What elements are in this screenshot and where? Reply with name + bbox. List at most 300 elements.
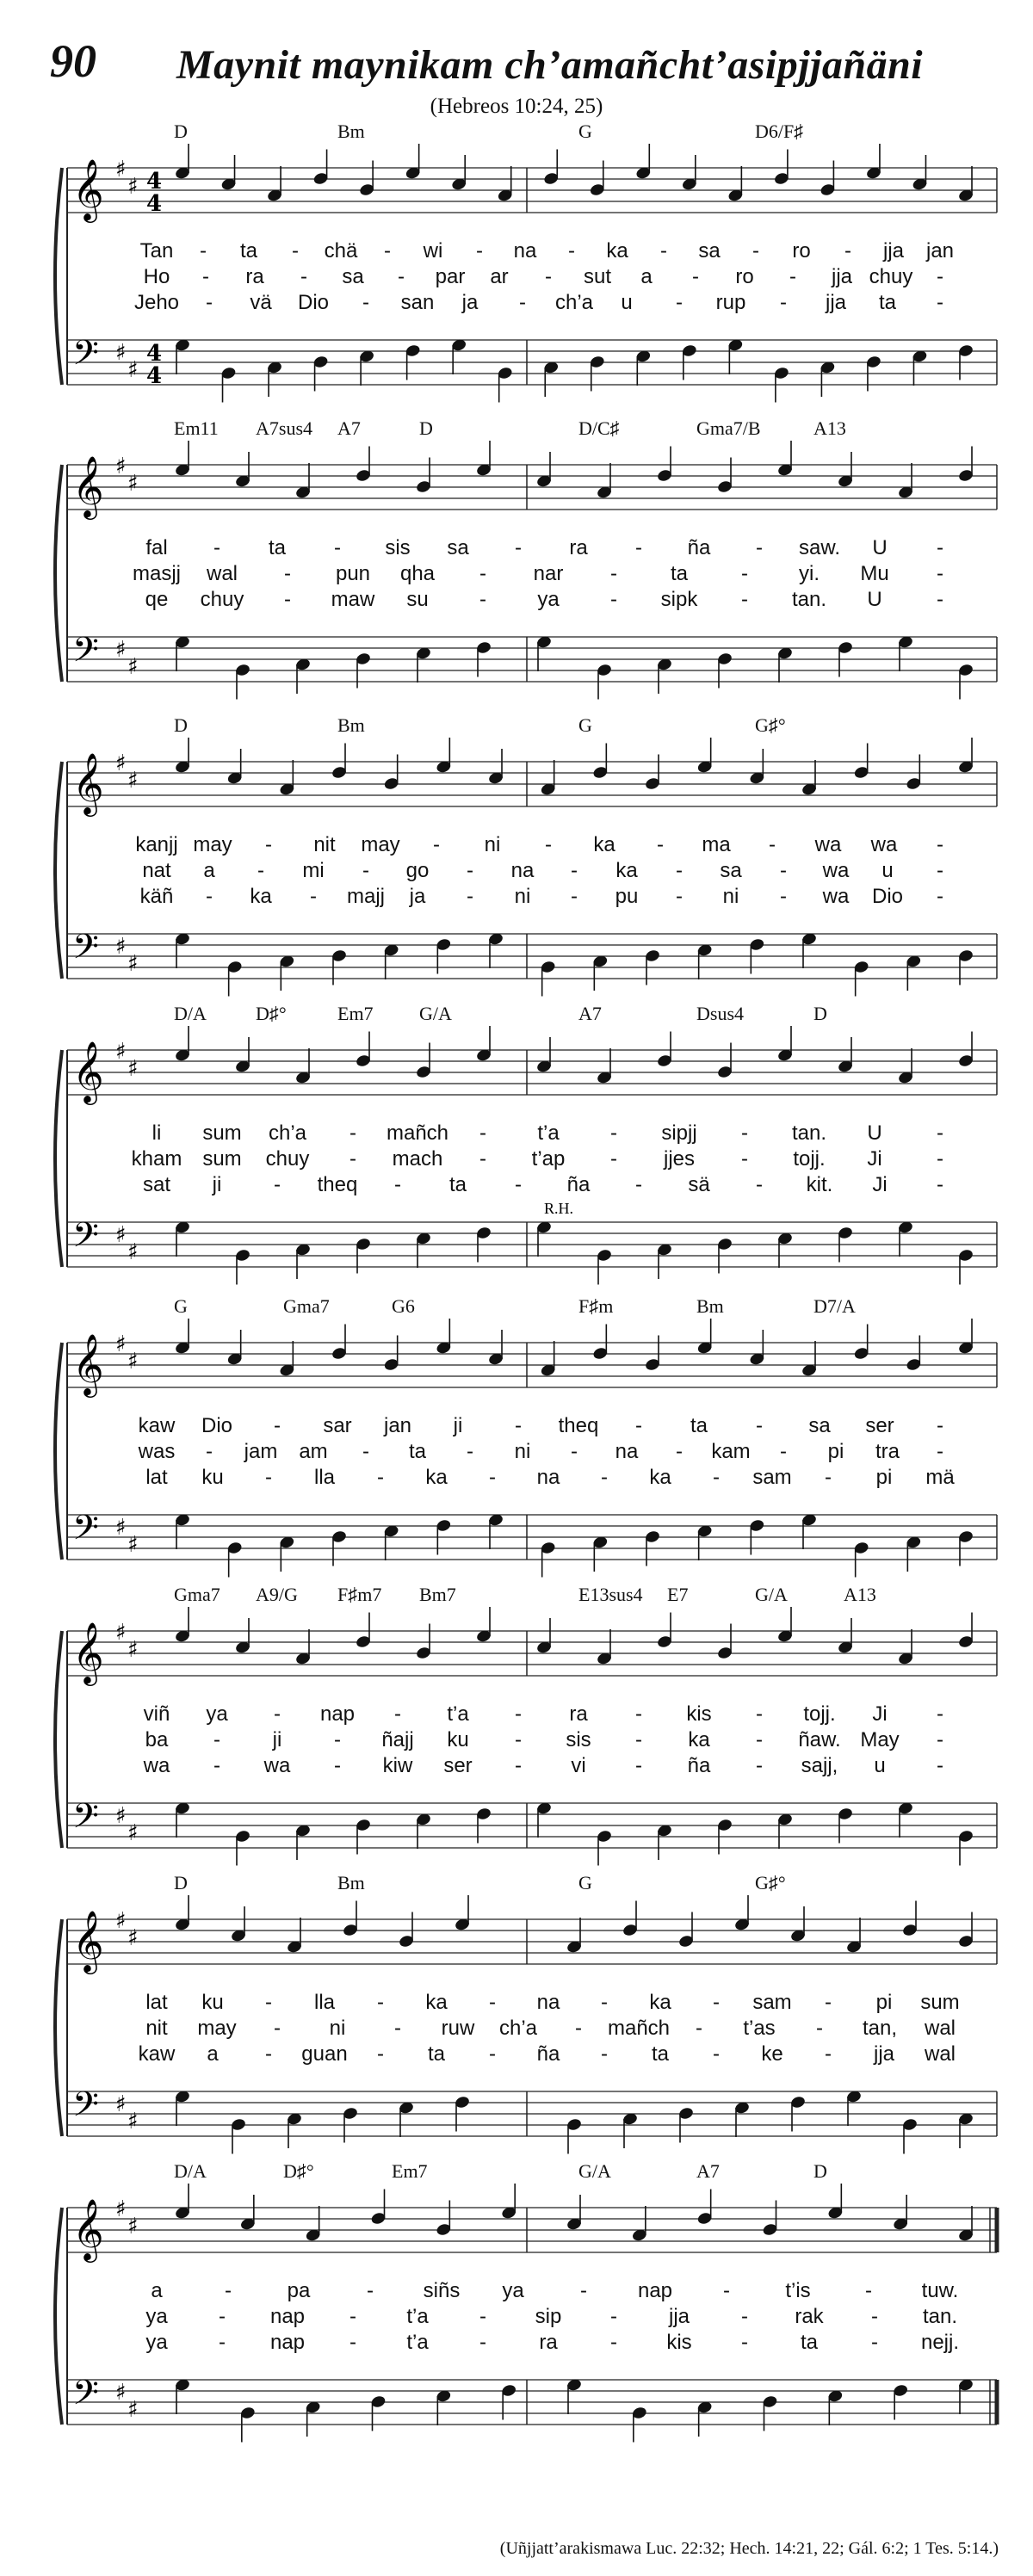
- lyric-syllable: ni: [329, 2017, 346, 2040]
- lyric-syllable: -: [741, 562, 748, 585]
- lyric-syllable: ta: [878, 291, 897, 314]
- lyric-syllable: -: [780, 885, 787, 908]
- lyric-syllable: -: [571, 1440, 578, 1463]
- lyric-syllable: -: [219, 2331, 226, 2354]
- lyric-syllable: -: [937, 1702, 943, 1726]
- lyric-syllable: pun: [335, 562, 371, 585]
- lyric-syllable: -: [871, 2331, 878, 2354]
- key-sharp-icon: ♯: [115, 1620, 127, 1646]
- lyric-syllable: ña: [536, 2042, 560, 2066]
- chord-symbol: Em7: [392, 2160, 428, 2182]
- lyric-syllable: kiw: [382, 1754, 413, 1777]
- lyric-syllable: -: [362, 859, 369, 882]
- treble-staff: [67, 1039, 997, 1105]
- lyric-syllable: -: [489, 2042, 496, 2066]
- chord-symbol: G6: [392, 1295, 415, 1317]
- lyric-syllable: -: [825, 1466, 832, 1489]
- lyric-syllable: -: [479, 1121, 486, 1145]
- key-sharp-icon: ♯: [127, 1637, 139, 1663]
- chord-symbol: D: [813, 2160, 827, 2182]
- lyric-line-verse-2: [45, 1440, 1000, 1466]
- lyric-syllable: -: [519, 291, 526, 314]
- lyric-syllable: -: [349, 1147, 356, 1171]
- lyric-syllable: -: [265, 2042, 272, 2066]
- lyric-syllable: chä: [324, 239, 358, 263]
- lyric-syllable: -: [825, 1991, 832, 2014]
- lyric-syllable: -: [367, 2279, 374, 2302]
- lyric-line-verse-2: [45, 859, 1000, 885]
- treble-staff: [67, 1620, 997, 1686]
- lyric-syllable: ku: [201, 1991, 224, 2014]
- lyric-syllable: mañch: [607, 2017, 671, 2040]
- lyric-syllable: -: [635, 1754, 642, 1777]
- lyric-line-verse-2: [45, 2305, 1000, 2331]
- lyric-syllable: -: [657, 833, 664, 856]
- chord-symbol: D: [174, 714, 188, 736]
- lyric-syllable: su: [406, 588, 429, 611]
- lyric-syllable: ser: [865, 1414, 894, 1437]
- lyric-syllable: masjj: [132, 562, 182, 585]
- score-system-2: [45, 417, 1000, 701]
- lyric-syllable: -: [515, 1414, 522, 1437]
- chord-symbol: Bm: [696, 1295, 724, 1317]
- lyric-syllable: t’a: [447, 1702, 469, 1726]
- lyric-syllable: -: [741, 1121, 748, 1145]
- lyric-syllable: rup: [715, 291, 746, 314]
- key-sharp-icon: ♯: [115, 1908, 127, 1934]
- lyric-syllable: majj: [346, 885, 386, 908]
- lyric-syllable: ku: [201, 1466, 224, 1489]
- lyric-syllable: t’a: [406, 2305, 429, 2328]
- lyric-syllable: -: [756, 1754, 763, 1777]
- lyric-syllable: sis: [566, 1728, 591, 1751]
- lyric-syllable: ya: [502, 2279, 524, 2302]
- key-sharp-icon: ♯: [127, 768, 139, 794]
- chord-symbol: G/A: [755, 1584, 788, 1605]
- lyric-syllable: nap: [637, 2279, 673, 2302]
- lyric-syllable: U: [867, 588, 882, 611]
- lyric-syllable: t’is: [785, 2279, 811, 2302]
- lyric-line-verse-1: [45, 1991, 1000, 2017]
- lyric-line-verse-1: [45, 536, 1000, 562]
- chord-symbol: D: [174, 1872, 188, 1893]
- bass-clef-icon: 𝄢: [72, 927, 99, 975]
- key-sharp-icon: ♯: [115, 934, 127, 960]
- svg-text:4: 4: [146, 191, 163, 217]
- lyric-syllable: sis: [385, 536, 411, 559]
- lyric-syllable: vi: [571, 1754, 586, 1777]
- bass-clef-icon: 𝄢: [72, 2373, 99, 2421]
- lyric-syllable: wal: [206, 562, 238, 585]
- lyric-syllable: mä: [925, 1466, 955, 1489]
- lyric-syllable: ji: [212, 1173, 222, 1196]
- lyric-syllable: ja: [461, 291, 479, 314]
- lyric-syllable: chuy: [869, 265, 913, 288]
- lyric-syllable: -: [660, 239, 667, 263]
- lyric-syllable: t’as: [743, 2017, 776, 2040]
- lyric-syllable: kis: [666, 2331, 692, 2354]
- score-system-6: [45, 1584, 1000, 1868]
- lyric-syllable: ni: [484, 833, 501, 856]
- lyric-syllable: -: [610, 2305, 617, 2328]
- lyric-syllable: am: [299, 1440, 328, 1463]
- lyric-syllable: -: [871, 2305, 878, 2328]
- lyric-syllable: kaw: [138, 2042, 176, 2066]
- lyric-line-verse-3: [45, 291, 1000, 317]
- lyric-syllable: -: [601, 1466, 608, 1489]
- lyric-syllable: ya: [537, 588, 560, 611]
- bass-staff: [67, 2373, 997, 2425]
- lyric-syllable: ya: [206, 1702, 228, 1726]
- lyric-syllable: pa: [287, 2279, 311, 2302]
- lyric-syllable: -: [713, 1466, 720, 1489]
- lyric-syllable: -: [349, 2331, 356, 2354]
- key-sharp-icon: ♯: [115, 157, 127, 182]
- lyric-syllable: sa: [342, 265, 364, 288]
- key-sharp-icon: ♯: [127, 1349, 139, 1374]
- lyric-syllable: qha: [399, 562, 436, 585]
- lyric-syllable: -: [394, 1173, 401, 1196]
- lyric-syllable: -: [676, 859, 683, 882]
- lyric-line-verse-3: [45, 885, 1000, 911]
- lyric-syllable: -: [601, 2042, 608, 2066]
- lyric-syllable: lat: [145, 1991, 168, 2014]
- lyric-syllable: lla: [313, 1466, 336, 1489]
- chord-symbol: F♯m: [578, 1295, 614, 1317]
- lyric-syllable: sa: [808, 1414, 831, 1437]
- hymn-title: Maynit maynikam ch’amañcht’asipjjañäni: [176, 42, 924, 88]
- lyric-syllable: ta: [670, 562, 689, 585]
- chord-symbol: G: [578, 1872, 592, 1893]
- lyric-syllable: sum: [202, 1121, 242, 1145]
- key-sharp-icon: ♯: [127, 357, 139, 383]
- key-sharp-icon: ♯: [127, 1532, 139, 1558]
- chord-symbol: A7: [696, 2160, 720, 2182]
- chord-symbol: G: [578, 714, 592, 736]
- key-sharp-icon: ♯: [115, 2380, 127, 2406]
- lyric-syllable: sut: [583, 265, 612, 288]
- lyric-syllable: Tan: [139, 239, 174, 263]
- lyric-syllable: -: [844, 239, 851, 263]
- key-sharp-icon: ♯: [127, 2214, 139, 2239]
- treble-staff: [67, 1331, 997, 1398]
- lyric-syllable: yi.: [799, 562, 820, 585]
- lyric-syllable: -: [265, 833, 272, 856]
- lyric-syllable: ji: [272, 1728, 282, 1751]
- lyric-syllable: -: [394, 1702, 401, 1726]
- lyric-syllable: -: [769, 833, 776, 856]
- lyric-syllable: -: [610, 562, 617, 585]
- lyric-syllable: ser: [443, 1754, 473, 1777]
- lyric-syllable: -: [571, 859, 578, 882]
- lyric-syllable: -: [206, 885, 213, 908]
- lyric-syllable: -: [362, 291, 369, 314]
- lyric-syllable: ch’a: [554, 291, 594, 314]
- lyric-syllable: may: [361, 833, 400, 856]
- key-sharp-icon: ♯: [127, 1239, 139, 1265]
- lyric-syllable: ku: [447, 1728, 469, 1751]
- lyric-syllable: -: [825, 2042, 832, 2066]
- bass-staff: [67, 1215, 997, 1267]
- lyric-syllable: nap: [269, 2331, 306, 2354]
- lyric-syllable: -: [274, 1173, 281, 1196]
- lyric-syllable: -: [601, 1991, 608, 2014]
- treble-staff: [67, 1908, 997, 1974]
- lyric-syllable: wa: [814, 833, 842, 856]
- lyric-syllable: -: [780, 859, 787, 882]
- treble-clef-icon: 𝄞: [72, 1040, 104, 1103]
- treble-clef-icon: 𝄞: [72, 158, 104, 220]
- lyric-line-verse-1: [45, 2279, 1000, 2305]
- lyric-syllable: ya: [145, 2331, 168, 2354]
- lyric-syllable: -: [741, 588, 748, 611]
- lyric-syllable: -: [377, 1466, 384, 1489]
- lyric-syllable: -: [479, 562, 486, 585]
- lyric-syllable: -: [937, 536, 943, 559]
- lyric-syllable: may: [197, 2017, 237, 2040]
- treble-staff: [67, 157, 997, 223]
- lyric-syllable: wa: [870, 833, 898, 856]
- lyric-syllable: na: [536, 1991, 560, 2014]
- lyric-syllable: ka: [615, 859, 638, 882]
- lyric-syllable: -: [937, 1147, 943, 1171]
- key-sharp-icon: ♯: [127, 1820, 139, 1846]
- lyric-syllable: ra: [245, 265, 264, 288]
- lyric-syllable: -: [479, 1147, 486, 1171]
- lyric-syllable: sip: [535, 2305, 562, 2328]
- lyric-syllable: -: [692, 265, 699, 288]
- lyric-syllable: -: [937, 1754, 943, 1777]
- lyric-syllable: wi: [423, 239, 443, 263]
- lyric-syllable: ñaw.: [798, 1728, 841, 1751]
- chord-symbol: D♯°: [283, 2160, 314, 2182]
- lyric-syllable: ta: [239, 239, 258, 263]
- lyric-syllable: -: [696, 2017, 702, 2040]
- lyric-syllable: -: [213, 536, 220, 559]
- treble-clef-icon: 𝄞: [72, 1909, 104, 1972]
- lyric-syllable: ka: [649, 1991, 671, 2014]
- key-sharp-icon: ♯: [115, 1331, 127, 1357]
- lyric-syllable: pi: [875, 1991, 893, 2014]
- lyric-syllable: sum: [202, 1147, 242, 1171]
- key-sharp-icon: ♯: [127, 654, 139, 680]
- lyric-syllable: wa: [263, 1754, 291, 1777]
- score-system-7: [45, 1872, 1000, 2156]
- lyric-syllable: jan: [925, 239, 955, 263]
- lyric-syllable: -: [265, 1466, 272, 1489]
- lyric-line-verse-1: [45, 1702, 1000, 1728]
- lyric-syllable: na: [615, 1440, 639, 1463]
- lyric-syllable: -: [479, 2331, 486, 2354]
- lyric-syllable: fal: [145, 536, 168, 559]
- lyric-syllable: -: [741, 1147, 748, 1171]
- lyric-syllable: -: [384, 239, 391, 263]
- lyric-line-verse-3: [45, 588, 1000, 614]
- lyric-syllable: ruw: [441, 2017, 475, 2040]
- treble-staff: [67, 751, 997, 817]
- lyric-syllable: -: [377, 2042, 384, 2066]
- chord-symbol: Bm: [337, 1872, 365, 1893]
- lyric-syllable: -: [756, 1702, 763, 1726]
- lyric-syllable: ta: [427, 2042, 446, 2066]
- lyric-syllable: pi: [827, 1440, 844, 1463]
- lyric-syllable: -: [479, 588, 486, 611]
- lyric-syllable: sipjj: [661, 1121, 697, 1145]
- chord-symbol: F♯m7: [337, 1584, 382, 1605]
- chord-symbol: D7/A: [813, 1295, 856, 1317]
- lyric-syllable: -: [274, 1414, 281, 1437]
- lyric-syllable: -: [292, 239, 299, 263]
- lyric-syllable: viñ: [143, 1702, 170, 1726]
- lyric-syllable: ma: [702, 833, 731, 856]
- lyric-syllable: -: [713, 1991, 720, 2014]
- lyric-syllable: tan.: [922, 2305, 958, 2328]
- key-sharp-icon: ♯: [127, 951, 139, 977]
- footnote-references: (Uñjjatt’arakismawa Luc. 22:32; Hech. 14:21, 22; Gál. 6:2; 1 Tes. 5:14.): [499, 2539, 999, 2558]
- lyric-line-verse-1: [45, 1414, 1000, 1440]
- lyric-syllable: -: [937, 1440, 943, 1463]
- lyric-syllable: May: [860, 1728, 900, 1751]
- lyric-syllable: may: [193, 833, 232, 856]
- lyric-syllable: -: [635, 1173, 642, 1196]
- lyric-syllable: nap: [319, 1702, 356, 1726]
- lyric-syllable: -: [206, 1440, 213, 1463]
- lyric-syllable: -: [780, 1440, 787, 1463]
- treble-clef-icon: 𝄞: [72, 1332, 104, 1395]
- lyric-syllable: ka: [425, 1991, 448, 2014]
- lyric-line-verse-3: [45, 2331, 1000, 2357]
- lyric-syllable: saw.: [798, 536, 841, 559]
- lyric-syllable: -: [310, 885, 317, 908]
- lyric-syllable: -: [377, 1991, 384, 2014]
- lyric-syllable: -: [515, 1728, 522, 1751]
- lyric-syllable: ta: [690, 1414, 708, 1437]
- chord-symbol: G♯°: [755, 1872, 786, 1893]
- lyric-syllable: -: [610, 2331, 617, 2354]
- lyric-syllable: kam: [711, 1440, 751, 1463]
- lyric-syllable: sa: [720, 859, 742, 882]
- lyric-syllable: theq: [558, 1414, 599, 1437]
- lyric-syllable: -: [213, 1754, 220, 1777]
- lyric-syllable: ta: [408, 1440, 427, 1463]
- hymn-number: 90: [50, 35, 96, 87]
- lyric-syllable: -: [257, 859, 264, 882]
- chord-symbol: Bm: [337, 120, 365, 142]
- chord-symbol: A7: [337, 417, 361, 439]
- lyric-syllable: Ji: [872, 1173, 888, 1196]
- lyric-syllable: -: [937, 1173, 943, 1196]
- lyric-syllable: -: [937, 1121, 943, 1145]
- lyric-syllable: jja: [873, 2042, 895, 2066]
- chord-symbol: Gma7: [283, 1295, 330, 1317]
- lyric-syllable: a: [203, 859, 215, 882]
- lyric-syllable: san: [400, 291, 435, 314]
- lyric-syllable: -: [515, 1702, 522, 1726]
- chord-symbol: Bm: [337, 714, 365, 736]
- chord-symbol: D: [174, 120, 188, 142]
- lyric-syllable: -: [433, 833, 440, 856]
- lyric-syllable: ch’a: [498, 2017, 538, 2040]
- lyric-syllable: u: [881, 859, 894, 882]
- key-sharp-icon: ♯: [115, 1222, 127, 1248]
- lyric-syllable: ka: [606, 239, 628, 263]
- lyric-syllable: -: [545, 265, 552, 288]
- lyric-syllable: sä: [688, 1173, 710, 1196]
- lyric-syllable: ra: [569, 536, 588, 559]
- bass-staff: [67, 1796, 997, 1848]
- lyric-syllable: -: [610, 588, 617, 611]
- lyric-syllable: -: [937, 885, 943, 908]
- lyric-syllable: -: [489, 1991, 496, 2014]
- lyric-syllable: jja: [831, 265, 853, 288]
- lyric-syllable: ch’a: [268, 1121, 307, 1145]
- lyric-syllable: sar: [323, 1414, 352, 1437]
- lyric-syllable: nit: [313, 833, 336, 856]
- lyric-syllable: -: [756, 536, 763, 559]
- bass-clef-icon: 𝄢: [72, 333, 99, 381]
- lyric-syllable: -: [300, 265, 307, 288]
- lyric-syllable: ro: [735, 265, 754, 288]
- lyric-syllable: -: [200, 239, 207, 263]
- key-sharp-icon: ♯: [115, 637, 127, 663]
- chord-symbol: D/A: [174, 1003, 207, 1024]
- lyric-syllable: -: [780, 291, 787, 314]
- lyric-syllable: -: [284, 562, 291, 585]
- lyric-syllable: ra: [569, 1702, 588, 1726]
- lyric-syllable: -: [937, 1414, 943, 1437]
- lyric-syllable: -: [476, 239, 483, 263]
- lyric-syllable: mach: [392, 1147, 443, 1171]
- lyric-syllable: -: [635, 536, 642, 559]
- lyric-syllable: -: [937, 265, 943, 288]
- bass-staff: [67, 333, 997, 389]
- lyric-syllable: -: [937, 562, 943, 585]
- lyric-syllable: kaw: [138, 1414, 176, 1437]
- lyric-syllable: tan.: [791, 1121, 827, 1145]
- lyric-syllable: ka: [688, 1728, 710, 1751]
- lyric-line-verse-2: [45, 265, 1000, 291]
- lyric-syllable: ja: [409, 885, 426, 908]
- chord-symbol: D: [813, 1003, 827, 1024]
- lyric-syllable: -: [816, 2017, 823, 2040]
- lyric-line-verse-1: [45, 1121, 1000, 1147]
- lyric-syllable: -: [467, 1440, 473, 1463]
- key-sharp-icon: ♯: [115, 340, 127, 366]
- lyric-syllable: Dio: [201, 1414, 233, 1437]
- lyric-syllable: t’ap: [531, 1147, 566, 1171]
- lyric-syllable: pi: [875, 1466, 893, 1489]
- score-system-8: [45, 2160, 1000, 2444]
- lyric-syllable: ni: [722, 885, 739, 908]
- chord-symbol: A13: [813, 417, 846, 439]
- lyric-syllable: Jeho: [133, 291, 180, 314]
- lyric-syllable: -: [865, 2279, 872, 2302]
- lyric-syllable: pu: [615, 885, 639, 908]
- lyric-syllable: -: [635, 1702, 642, 1726]
- lyric-syllable: -: [756, 1728, 763, 1751]
- key-sharp-icon: ♯: [127, 2397, 139, 2423]
- lyric-syllable: -: [676, 1440, 683, 1463]
- lyric-syllable: -: [219, 2305, 226, 2328]
- lyric-syllable: lla: [313, 1991, 336, 2014]
- lyric-syllable: -: [225, 2279, 232, 2302]
- lyric-syllable: -: [515, 536, 522, 559]
- lyric-syllable: maw: [331, 588, 375, 611]
- lyric-syllable: -: [334, 536, 341, 559]
- lyric-syllable: u: [874, 1754, 886, 1777]
- lyric-syllable: -: [274, 2017, 281, 2040]
- lyric-syllable: -: [515, 1754, 522, 1777]
